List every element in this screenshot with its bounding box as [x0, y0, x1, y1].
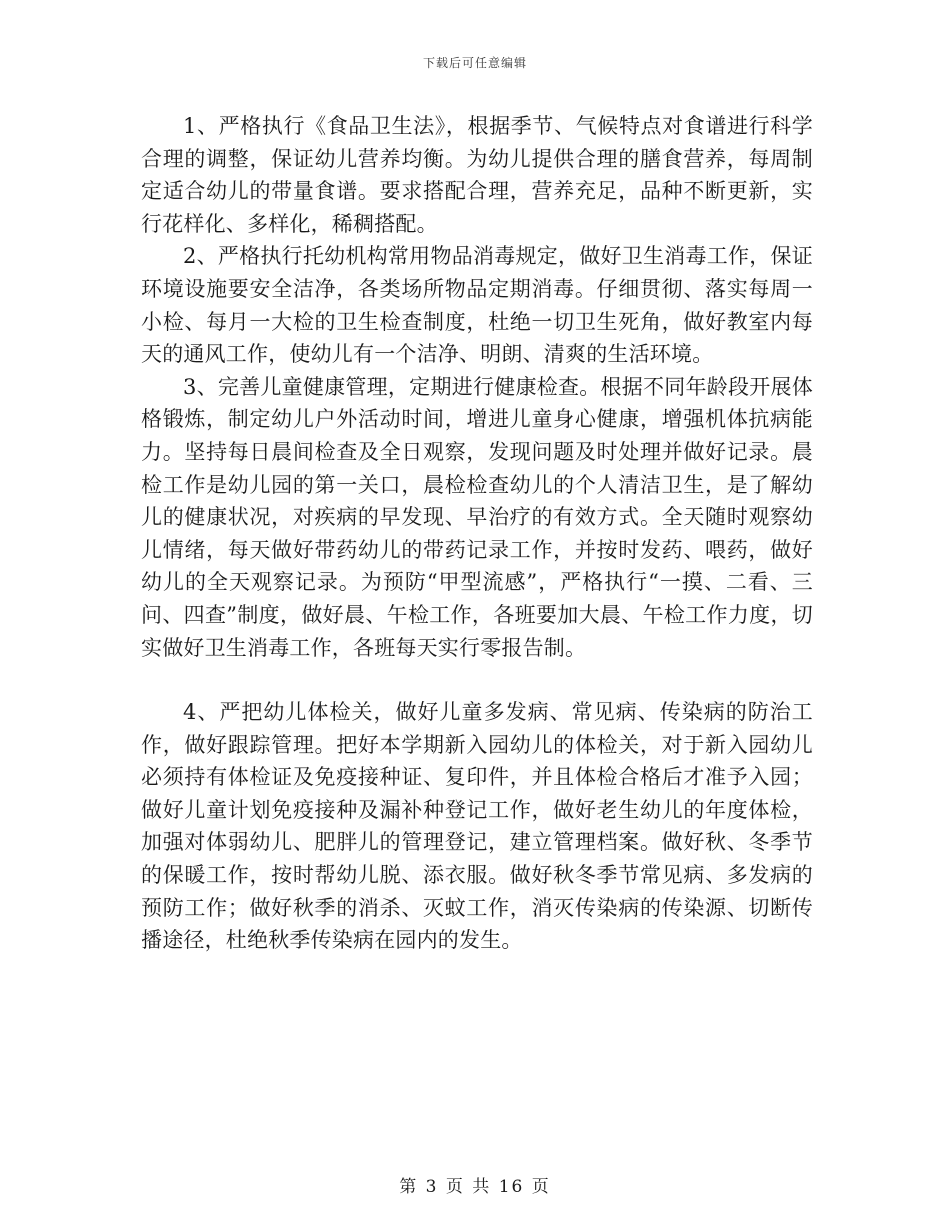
page-number-footer: 第 3 页 共 16 页	[399, 1177, 551, 1197]
document-body	[141, 110, 813, 957]
page-header: 下载后可任意编辑	[422, 56, 527, 70]
paragraph-food-hygiene: 1、严格执行《食品卫生法》，根据季节、气候特点对食谱进行科学合理的调整，保证幼儿营养均衡。为幼儿提供合理的膳食营养，每周制定适合幼儿的带量食谱。要求搭配合理，营养充足，品种不断更新，实行花样化、多样化，稀稠搭配。	[141, 114, 813, 236]
paragraph-health-management: 3、完善儿童健康管理，定期进行健康检查。根据不同年龄段开展体格锻炼，制定幼儿户外活动时间，增进儿童身心健康，增强机体抗病能力。坚持每日晨间检查及全日观察，发现问题及时处理并做好记录。晨检工作是幼儿园的第一关口，晨检检查幼儿的个人清洁卫生，是了解幼儿的健康状况，对疾病的早发现、早治疗的有效方式。全天随时观察幼儿情绪，每天做好带药幼儿的带药记录工作，并按时发药、喂药，做好幼儿的全天观察记录。为预防“甲型流感”，严格执行“一摸、二看、三问、四查”制度，做好晨、午检工作，各班要加大晨、午检工作力度，切实做好卫生消毒工作，各班每天实行零报告制。	[141, 374, 813, 660]
paragraph-physical-exam: 4、严把幼儿体检关，做好儿童多发病、常见病、传染病的防治工作，做好跟踪管理。把好本学期新入园幼儿的体检关，对于新入园幼儿必须持有体检证及免疫接种证、复印件，并且体检合格后才准予入园；做好儿童计划免疫接种及漏补种登记工作，做好老生幼儿的年度体检，加强对体弱幼儿、肥胖儿的管理登记，建立管理档案。做好秋、冬季节的保暖工作，按时帮幼儿脱、添衣服。做好秋冬季节常见病、多发病的预防工作；做好秋季的消杀、灭蚊工作，消灭传染病的传染源、切断传播途径，杜绝秋季传染病在园内的发生。	[141, 700, 813, 953]
paragraph-disinfection: 2、严格执行托幼机构常用物品消毒规定，做好卫生消毒工作，保证环境设施要安全洁净，各类场所物品定期消毒。仔细贯彻、落实每周一小检、每月一大检的卫生检查制度，杜绝一切卫生死角，做好教室内每天的通风工作，使幼儿有一个洁净、明朗、清爽的生活环境。	[141, 244, 813, 367]
